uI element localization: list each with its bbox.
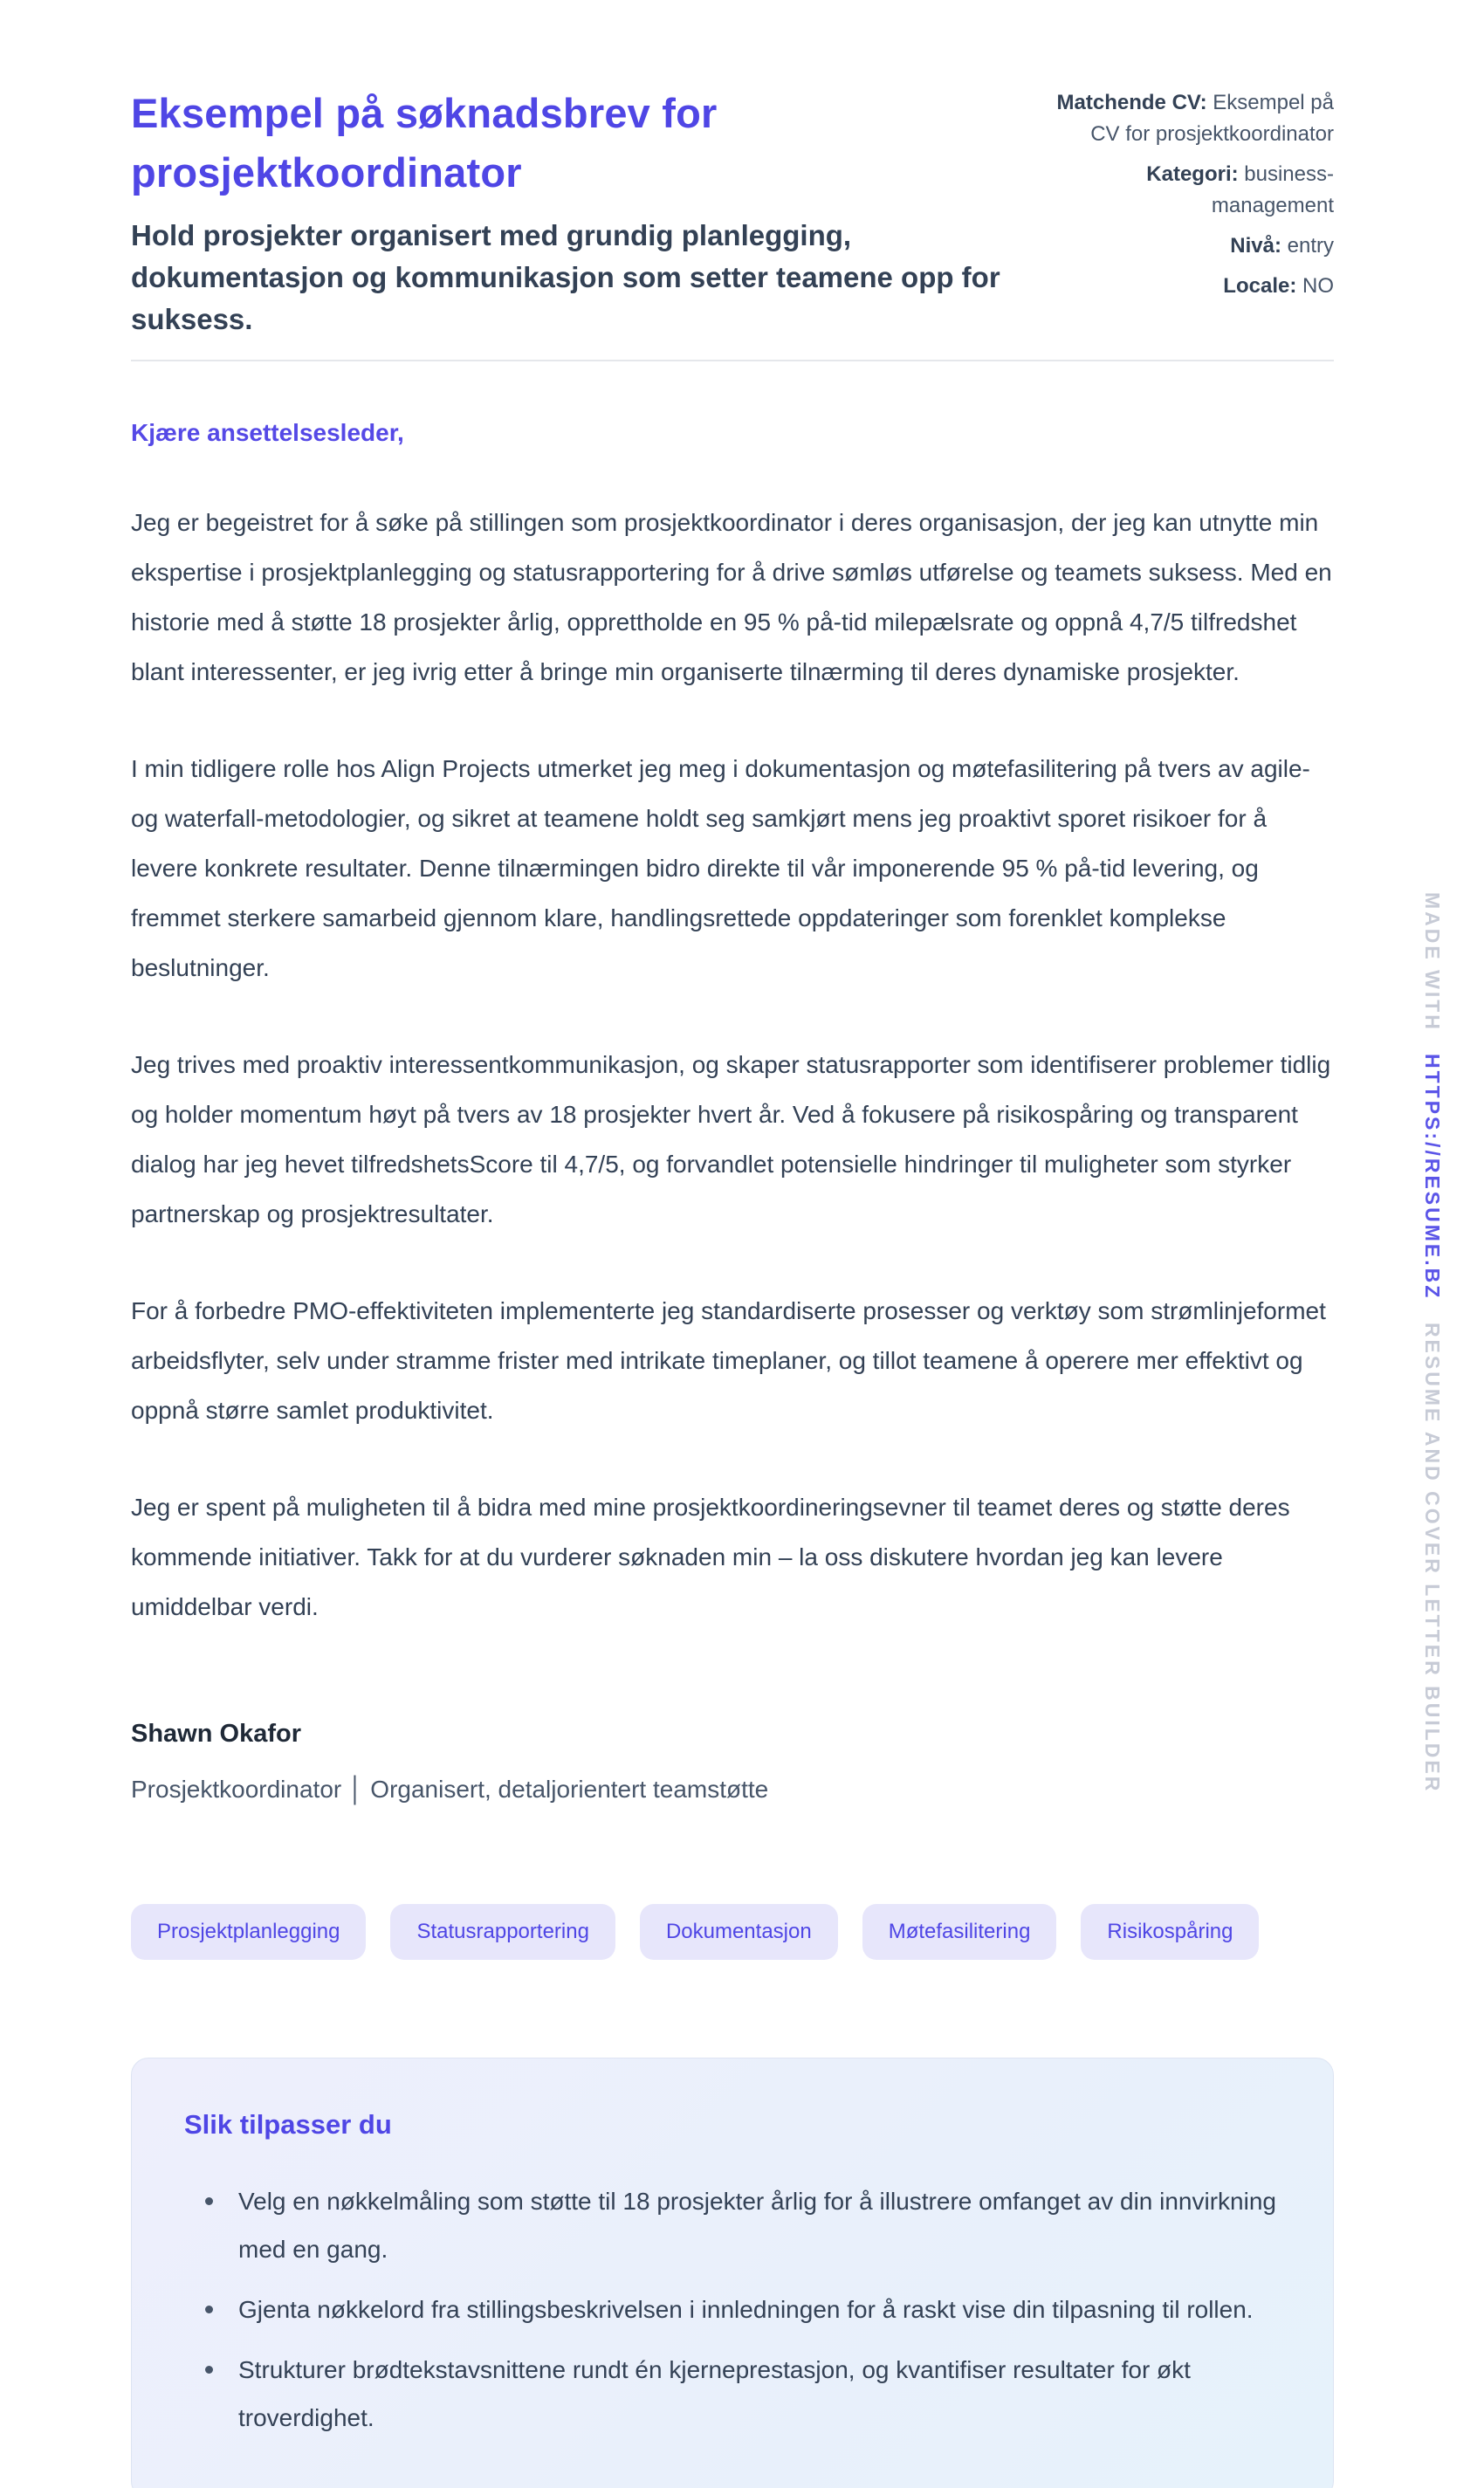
letter-paragraph: Jeg trives med proaktiv interessentkommunikasjon, og skaper statusrapporter som identifiserer problemer tidlig og holder momentum høyt på tvers av 18 prosjekter hvert år. Ved å fokusere på risikospåring og transparent dialog har jeg hevet tilfredshetsScore til 4,7/5, og forvandlet potensielle hindringer til muligheter som styrker partnerskap og prosjektresultater. [131, 1051, 1331, 1227]
tip-item: Gjenta nøkkelord fra stillingsbeskrivelsen i innledningen for å raskt vise din tilpasning til rollen. [203, 2285, 1281, 2333]
meta-row [1044, 271, 1334, 302]
letter-paragraph: Jeg er spent på muligheten til å bidra med mine prosjektkoordineringsevner til teamet deres og støtte deres kommende initiativer. Takk for at du vurderer søknaden min – la oss diskutere hvordan jeg kan levere umiddelbar verdi. [131, 1494, 1290, 1620]
skill-tag: Dokumentasjon [640, 1904, 838, 1960]
meta-label: Matchende CV: [1056, 91, 1207, 114]
watermark-suffix: RESUME AND COVER LETTER BUILDER [1421, 1322, 1444, 1794]
meta-value: Eksempel på CV for prosjektkoordinator [1090, 91, 1334, 146]
meta-label: Nivå: [1230, 234, 1281, 258]
meta-row [1044, 230, 1334, 262]
skill-tag: Statusrapportering [390, 1904, 615, 1960]
page-header [131, 84, 1334, 340]
tip-item: Strukturer brødtekstavsnittene rundt én kjerneprestasjon, og kvantifiser resultater for økt troverdighet. [203, 2346, 1281, 2442]
meta-label: Kategori: [1146, 162, 1239, 186]
signature-name: Shawn Okafor [131, 1720, 301, 1748]
meta-value: entry [1287, 234, 1334, 258]
letter-body [131, 416, 1334, 2488]
tips-box [131, 2058, 1334, 2488]
letter-paragraph: Jeg er begeistret for å søke på stillingen som prosjektkoordinator i deres organisasjon, der jeg kan utnytte min ekspertise i prosjektplanlegging og statusrapportering for å drive sømløs utførelse og teamets suksess. Med en historie med å støtte 18 prosjekter årlig, opprettholde en 95 % på-tid milepælsrate og oppnå 4,7/5 tilfredshet blant interessenter, er jeg ivrig etter å bringe min organiserte tilnærming til deres dynamiske prosjekter. [131, 509, 1332, 685]
header-divider [131, 360, 1334, 361]
letter-paragraphs [131, 498, 1334, 1632]
signature-tagline: Prosjektkoordinator │ Organisert, detaljorientert teamstøtte [131, 1776, 769, 1803]
page-subtitle: Hold prosjekter organisert med grundig planlegging, dokumentasjon og kommunikasjon som setter teamene opp for suksess. [131, 219, 1000, 335]
letter-greeting: Kjære ansettelsesleder, [131, 419, 404, 446]
tips-list [184, 2177, 1281, 2442]
skill-tag: Prosjektplanlegging [131, 1904, 366, 1960]
tip-item: Velg en nøkkelmåling som støtte til 18 prosjekter årlig for å illustrere omfanget av din innvirkning med en gang. [203, 2177, 1281, 2273]
meta-value: NO [1302, 274, 1334, 298]
header-title-block [131, 84, 1002, 340]
letter-paragraph: For å forbedre PMO-effektiviteten implementerte jeg standardiserte prosesser og verktøy som strømlinjeformet arbeidsflyter, selv under stramme frister med intrikate timeplaner, og tillot teamene å operere mer effektivt og oppnå større samlet produktivitet. [131, 1297, 1326, 1424]
document-meta [1044, 84, 1334, 311]
skill-tags [131, 1904, 1334, 1960]
watermark [1420, 892, 1444, 1793]
letter-paragraph: I min tidligere rolle hos Align Projects utmerket jeg meg i dokumentasjon og møtefasilitering på tvers av agile- og waterfall-metodologier, og sikret at teamene holdt seg samkjørt mens jeg proaktivt sporet risikoer for å levere konkrete resultater. Denne tilnærmingen bidro direkte til vår imponerende 95 % på-tid levering, og fremmet sterkere samarbeid gjennom klare, handlingsrettede oppdateringer som forenklet komplekse beslutninger. [131, 755, 1310, 981]
watermark-prefix: MADE WITH [1421, 892, 1444, 1032]
page-title: Eksempel på søknadsbrev for prosjektkoordinator [131, 90, 718, 196]
tips-heading: Slik tilpasser du [184, 2109, 392, 2140]
meta-label: Locale: [1223, 274, 1297, 298]
meta-row [1044, 159, 1334, 222]
skill-tag: Møtefasilitering [862, 1904, 1057, 1960]
watermark-link[interactable]: HTTPS://RESUME.BZ [1421, 1054, 1444, 1301]
meta-row [1044, 87, 1334, 150]
skill-tag: Risikospåring [1081, 1904, 1259, 1960]
meta-value: business-management [1211, 162, 1334, 217]
